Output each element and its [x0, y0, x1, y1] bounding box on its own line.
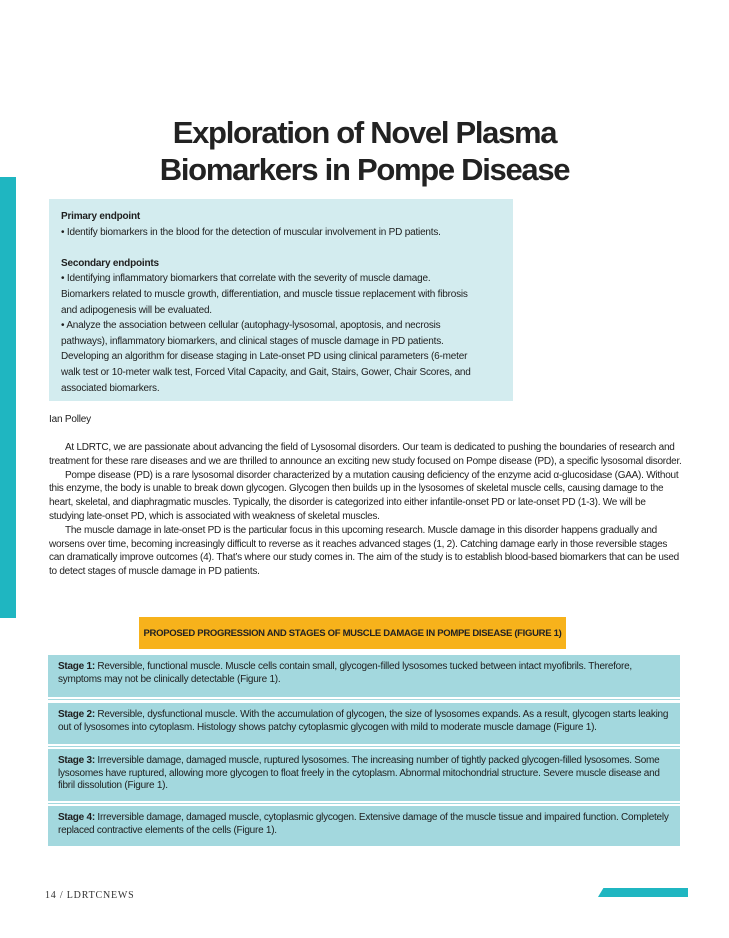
stage-divider	[48, 803, 680, 804]
left-accent-bar	[0, 177, 16, 618]
paragraph-pompe: Pompe disease (PD) is a rare lysosomal disorder characterized by a mutation causing deficiency of the enzyme acid α-glucosidase (GAA). Without this enzyme, the body is unable to break down glycogen. Glycogen then builds up in the lysosomes of skeletal muscle cells, causing damage to the heart, skeletal, and diaphragmatic muscles. Typically, the disorder is categorized into either infantile-onset PD or late-onset PD (1-3). We will be studying late-onset PD, which is associated with weakness of skeletal muscles.	[49, 469, 679, 522]
secondary-line: • Analyze the association between cellular (autophagy-lysosomal, apoptosis, and necrosis	[61, 320, 441, 332]
stage-label: Stage 1:	[58, 661, 95, 672]
secondary-endpoint-heading: Secondary endpoints	[61, 257, 159, 269]
secondary-line: pathways), inflammatory biomarkers, and clinical stages of muscle damage in PD patients.	[61, 335, 444, 347]
secondary-line: Developing an algorithm for disease staging in Late-onset PD using clinical parameters (6-meter	[61, 351, 468, 363]
stage-divider	[48, 699, 680, 700]
stage-label: Stage 4:	[58, 812, 95, 823]
footer-accent-bar	[598, 888, 688, 897]
stage-1-box	[48, 655, 680, 697]
stage-3-box	[48, 749, 680, 801]
stage-divider	[48, 746, 680, 747]
secondary-line: associated biomarkers.	[61, 382, 160, 394]
page-title	[0, 114, 729, 188]
stage-text: Irreversible damage, damaged muscle, ruptured lysosomes. The increasing number of tightly packed glycogen-filled lysosomes. Some lysosomes have ruptured, allowing more glycogen to float freely in the cytoplasm. Abnormal mitochondrial structure. Severe muscle disease and fibril dissolution (Figure 1).	[58, 755, 660, 791]
secondary-line: and adipogenesis will be evaluated.	[61, 304, 212, 316]
stage-text: Reversible, functional muscle. Muscle cells contain small, glycogen-filled lysosomes tucked between intact myofibrils. Therefore, symptoms may not be clinically detectable (Figure 1).	[58, 661, 632, 685]
paragraph-intro: At LDRTC, we are passionate about advancing the field of Lysosomal disorders. Our team is dedicated to pushing the boundaries of research and treatment for these rare diseases and we are thrilled to announce an exciting new study focused on Pompe disease (PD), a specific lysosomal disorder.	[49, 442, 682, 467]
paragraph-muscle-damage: The muscle damage in late-onset PD is the particular focus in this upcoming research. Muscle damage in this disorder happens gradually and worsens over time, becoming increasingly difficult to reverse as it reaches advanced stages (1, 2). Catching damage early in those reversible stages can dramatically improve outcomes (4). That’s where our study comes in. The aim of the study is to establish blood-based biomarkers that can be used to detect stages of muscle damage in PD patients.	[49, 524, 679, 578]
stage-label: Stage 3:	[58, 755, 95, 766]
stage-2-box	[48, 703, 680, 744]
author-name: Ian Polley	[49, 414, 91, 425]
figure-banner: PROPOSED PROGRESSION AND STAGES OF MUSCLE DAMAGE IN POMPE DISEASE (FIGURE 1)	[139, 617, 566, 649]
secondary-line: • Identifying inflammatory biomarkers that correlate with the severity of muscle damage.	[61, 273, 431, 285]
title-line-1: Exploration of Novel Plasma	[172, 115, 557, 150]
stage-text: Reversible, dysfunctional muscle. With the accumulation of glycogen, the size of lysosomes expands. As a result, glycogen starts leaking out of lysosomes into cytoplasm. Histology shows patchy cytoplasmic glycogen with mild to moderate muscle damage (Figure 1).	[58, 709, 669, 733]
article-body	[49, 441, 683, 579]
stage-label: Stage 2:	[58, 709, 95, 720]
stage-4-box	[48, 806, 680, 846]
primary-endpoint-heading: Primary endpoint	[61, 211, 141, 222]
secondary-line: Biomarkers related to muscle growth, differentiation, and muscle tissue replacement with fibrosis	[61, 288, 468, 300]
stage-text: Irreversible damage, damaged muscle, cytoplasmic glycogen. Extensive damage of the muscle tissue and impaired function. Completely replaced contractive elements of the cells (Figure 1).	[58, 812, 669, 836]
primary-endpoint-item: • Identify biomarkers in the blood for the detection of muscular involvement in PD patients.	[61, 226, 441, 238]
endpoints-box	[49, 199, 513, 401]
secondary-line: walk test or 10-meter walk test, Forced Vital Capacity, and Gait, Stairs, Gower, Chair Scores, and	[61, 366, 471, 378]
page-footer: 14 / LDRTCNEWS	[45, 890, 135, 901]
title-line-2: Biomarkers in Pompe Disease	[159, 152, 570, 187]
